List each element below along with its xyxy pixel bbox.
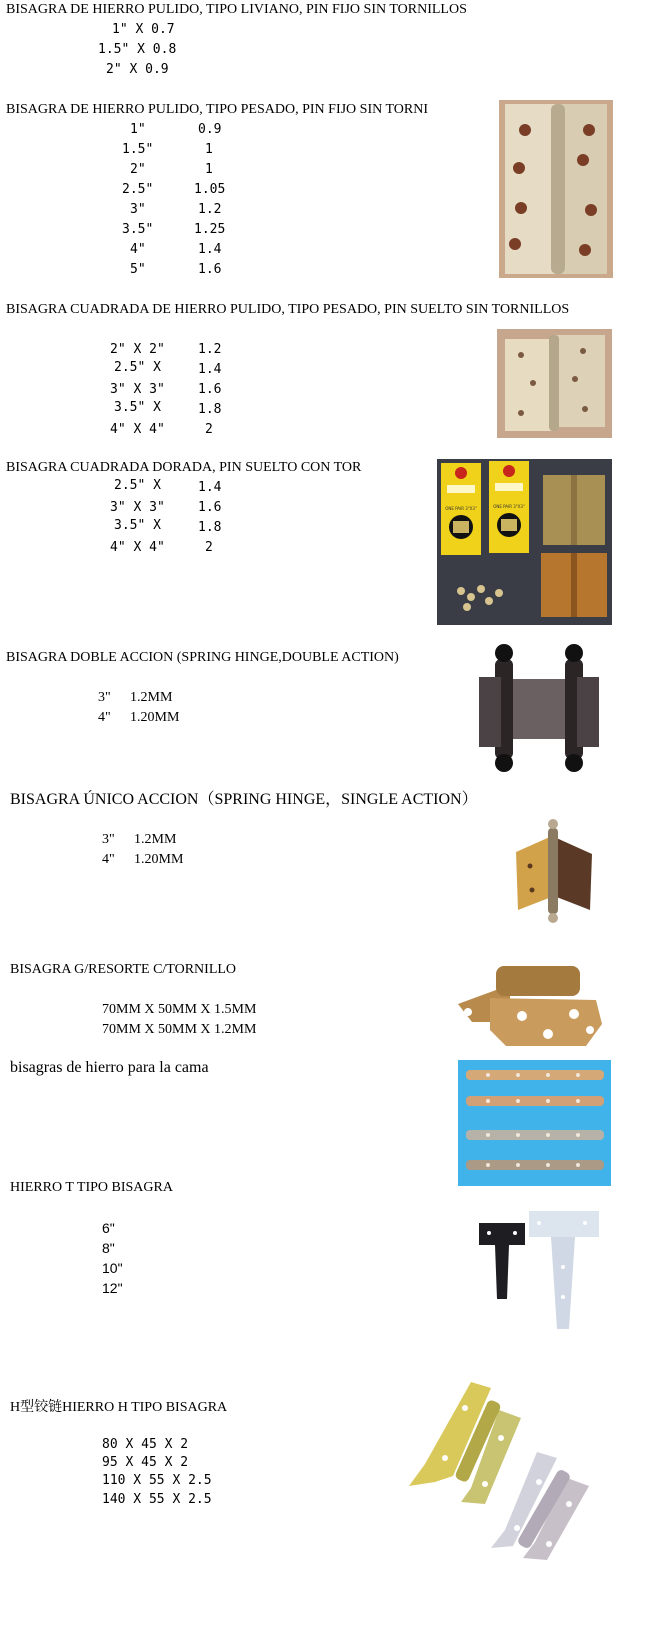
size-cell: 2" X 2": [110, 342, 165, 357]
spring-screw-hinge-image: [456, 950, 604, 1050]
size-cell: 2": [130, 162, 146, 177]
box-label: ONE PAIR 3"X3": [493, 504, 525, 509]
square-hinge-image: [497, 329, 612, 438]
size-cell: 4": [130, 242, 146, 257]
section-title-light-fixed-pin: BISAGRA DE HIERRO PULIDO, TIPO LIVIANO, PIN FIJO SIN TORNILLOS: [6, 2, 467, 17]
size-cell: 3.5" X: [114, 518, 161, 533]
golden-hinge-boxes-image: [437, 459, 612, 625]
heavy-hinge-image: [499, 100, 613, 278]
size-row: 70MM X 50MM X 1.2MM: [102, 1022, 257, 1037]
size-row: 80 X 45 X 2: [102, 1437, 189, 1452]
size-cell: 5": [130, 262, 146, 277]
thickness-cell: 0.9: [198, 122, 222, 137]
size-cell: 4": [102, 852, 115, 867]
thickness-cell: 1.4: [198, 362, 222, 377]
thickness-cell: 1.20MM: [130, 710, 180, 725]
thickness-cell: 2: [205, 422, 213, 437]
thickness-cell: 1.2: [198, 202, 222, 217]
size-cell: 1": [130, 122, 146, 137]
size-row: 10": [102, 1260, 123, 1276]
size-row: 95 X 45 X 2: [102, 1455, 189, 1470]
thickness-cell: 1.25: [194, 222, 226, 237]
size-cell: 3.5" X: [114, 400, 161, 415]
thickness-cell: 1.05: [194, 182, 226, 197]
thickness-cell: 1.4: [198, 480, 222, 495]
size-cell: 2.5" X: [114, 478, 161, 493]
size-cell: 1.5": [122, 142, 154, 157]
size-row: 12": [102, 1280, 123, 1296]
size-row: 1.5" X 0.8: [98, 42, 177, 57]
size-cell: 4" X 4": [110, 422, 165, 437]
size-cell: 3": [102, 832, 115, 847]
size-row: 110 X 55 X 2.5: [102, 1473, 212, 1488]
thickness-cell: 1: [205, 142, 213, 157]
section-title-heavy-fixed-pin: BISAGRA DE HIERRO PULIDO, TIPO PESADO, PIN FIJO SIN TORNI: [6, 102, 428, 117]
size-row: 70MM X 50MM X 1.5MM: [102, 1002, 257, 1017]
size-cell: 3": [130, 202, 146, 217]
section-title-bed-hinges: bisagras de hierro para la cama: [10, 1059, 209, 1076]
thickness-cell: 2: [205, 540, 213, 555]
section-title-golden-square-hinge: BISAGRA CUADRADA DORADA, PIN SUELTO CON TOR: [6, 460, 362, 475]
box-label: ONE PAIR 3"X3": [445, 506, 477, 511]
single-action-hinge-image: [508, 814, 604, 926]
thickness-cell: 1.2: [198, 342, 222, 357]
section-title-t-hinge: HIERRO T TIPO BISAGRA: [10, 1180, 173, 1195]
size-cell: 2.5": [122, 182, 154, 197]
size-row: 8": [102, 1240, 115, 1256]
thickness-cell: 1.6: [198, 500, 222, 515]
size-row: 1" X 0.7: [112, 22, 175, 37]
thickness-cell: 1.2MM: [130, 690, 173, 705]
size-row: 6": [102, 1220, 115, 1236]
thickness-cell: 1.8: [198, 520, 222, 535]
size-cell: 2.5" X: [114, 360, 161, 375]
h-hinge-image: [401, 1378, 607, 1562]
size-cell: 3": [98, 690, 111, 705]
bed-hinges-image: [458, 1060, 611, 1186]
size-row: 140 X 55 X 2.5: [102, 1492, 212, 1507]
thickness-cell: 1.6: [198, 382, 222, 397]
thickness-cell: 1.8: [198, 402, 222, 417]
t-hinge-image: [475, 1207, 603, 1335]
section-title-square-loose-pin: BISAGRA CUADRADA DE HIERRO PULIDO, TIPO PESADO, PIN SUELTO SIN TORNILLOS: [6, 302, 570, 317]
size-cell: 4" X 4": [110, 540, 165, 555]
thickness-cell: 1.6: [198, 262, 222, 277]
double-action-hinge-image: [465, 639, 612, 777]
thickness-cell: 1.4: [198, 242, 222, 257]
section-title-spring-hinge-screw: BISAGRA G/RESORTE C/TORNILLO: [10, 962, 237, 977]
section-title-h-hinge: H型铰链HIERRO H TIPO BISAGRA: [10, 1400, 228, 1415]
size-cell: 3.5": [122, 222, 154, 237]
size-row: 2" X 0.9: [106, 62, 169, 77]
thickness-cell: 1.20MM: [134, 852, 184, 867]
section-title-double-action: BISAGRA DOBLE ACCION (SPRING HINGE,DOUBLE ACTION): [6, 650, 399, 665]
thickness-cell: 1.2MM: [134, 832, 177, 847]
section-title-single-action: BISAGRA ÚNICO ACCION（SPRING HINGE，SINGLE ACTION）: [10, 791, 478, 808]
size-cell: 3" X 3": [110, 382, 165, 397]
size-cell: 3" X 3": [110, 500, 165, 515]
size-cell: 4": [98, 710, 111, 725]
thickness-cell: 1: [205, 162, 213, 177]
